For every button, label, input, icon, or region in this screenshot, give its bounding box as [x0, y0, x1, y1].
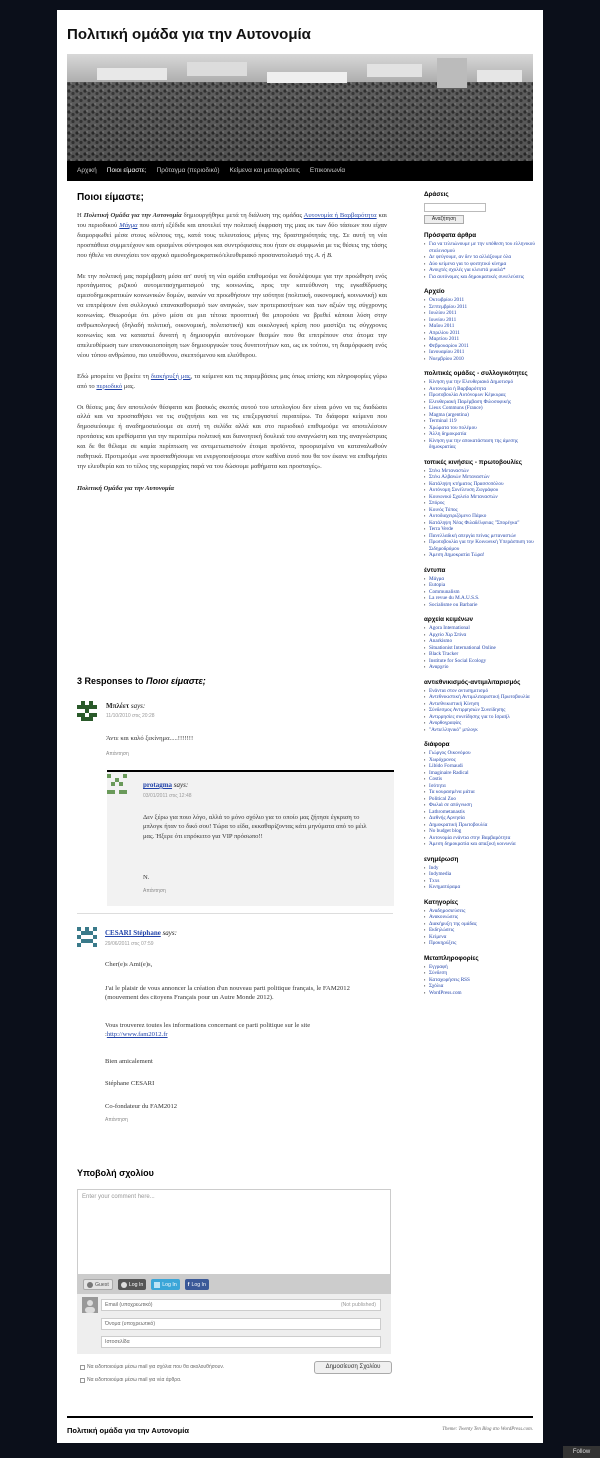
text-fragment: Α. ή Β.: [314, 251, 333, 259]
sidebar-link[interactable]: ▪ Terra Verde: [424, 526, 536, 533]
sidebar-link[interactable]: ▪ Ανοιχτές σχολές για κλειστά μυαλά*: [424, 267, 536, 274]
anti-list: [424, 688, 536, 734]
comment-date[interactable]: 03/01/2011 στις 12:48: [143, 793, 192, 799]
default-avatar-icon: [82, 1297, 98, 1313]
notify-comments-label: Να ειδοποιούμαι μέσω mail για σχόλια που θα ακολουθήσουν.: [87, 1364, 225, 1370]
sidebar-link[interactable]: ▪ Αυτονομία ή Βαρβαρότητα: [424, 386, 536, 393]
sidebar-link[interactable]: ▪ Τα κουρασμένα μάτια: [424, 789, 536, 796]
notify-posts-label: Να ειδοποιούμαι μέσω mail για νέα άρθρα.: [87, 1377, 182, 1383]
sidebar-link[interactable]: ▪ Ελευθεριακή Παρέμβαση Φιλοσοφικής: [424, 399, 536, 406]
submit-comment-button[interactable]: Δημοσίευση Σχολίου: [314, 1361, 392, 1374]
sidebar-link[interactable]: ▪ Κοινωνικό Σχολείο Μεταναστών: [424, 494, 536, 501]
sidebar-link[interactable]: ▪ Αντεθνικιστική Αντιμιλιταριστική Πρωτοβουλία: [424, 694, 536, 701]
sidebar-link[interactable]: ▪ Απριλίου 2011: [424, 330, 536, 337]
sidebar-link[interactable]: ▪ Φωλιά σε απόγνωση: [424, 802, 536, 809]
sidebar-link[interactable]: ▪ Ανακοινώσεις: [424, 914, 536, 921]
search-form: [424, 203, 536, 224]
search-button[interactable]: Αναζήτηση: [424, 215, 464, 224]
widget-title-groups: πολιτικές ομάδες - συλλογικότητες: [424, 370, 528, 377]
sidebar-link[interactable]: ▪ Agora International: [424, 625, 536, 632]
post-paragraph-3: [77, 372, 387, 392]
sidebar-link[interactable]: ▪ Indymedia: [424, 871, 536, 878]
fam2012-link[interactable]: http://www.fam2012.fr: [106, 1031, 168, 1039]
nav-item-protagma[interactable]: Πρόταγμα (περιοδικό): [156, 167, 220, 174]
sidebar-link[interactable]: ▪ Δε φεύγουμε, αν δεν τα αλλάξουμε όλα: [424, 254, 536, 261]
widget-title-news: ενημέρωση: [424, 855, 459, 863]
sidebar-link[interactable]: ▪ Άμεση δημοκρατία και απαξική κοινωνία: [424, 841, 536, 848]
sidebar-link[interactable]: ▪ Ιουλίου 2011: [424, 310, 536, 317]
email-field[interactable]: [101, 1299, 381, 1311]
reply-link[interactable]: Απάντηση: [105, 1117, 128, 1123]
sidebar-link[interactable]: ▪ Lathrometanastis: [424, 809, 536, 816]
sidebar-link[interactable]: ▪ Οκτωβρίου 2011: [424, 297, 536, 304]
sidebar-link[interactable]: ▪ La revue du M.A.U.S.S.: [424, 595, 536, 602]
notify-posts-checkbox[interactable]: [80, 1378, 85, 1383]
sidebar-link[interactable]: ▪ Μαρτίου 2011: [424, 336, 536, 343]
recent-posts-list: [424, 241, 536, 280]
login-label: Log In: [128, 1281, 144, 1288]
reply-link[interactable]: Απάντηση: [143, 888, 166, 894]
sidebar-link[interactable]: ▪ WordPress.com: [424, 990, 536, 997]
author-link[interactable]: protagma: [143, 781, 173, 789]
post-signature: Πολιτική Ομάδα για την Αυτονομία: [77, 484, 175, 492]
login-label: Log In: [191, 1281, 206, 1288]
comment-date[interactable]: 11/10/2010 στις 20:28: [106, 713, 155, 719]
text-fragment: μας.: [122, 382, 136, 390]
text-fragment: Vous trouverez toutes les informations concernant ce parti politique sur le site :: [105, 1022, 311, 1039]
sidebar-link[interactable]: ▪ Γιώργος Οικονόμου: [424, 750, 536, 757]
sidebar-link[interactable]: ▪ Ιουνίου 2011: [424, 317, 536, 324]
misc-list: [424, 750, 536, 848]
sidebar-link[interactable]: ▪ Σχόλια: [424, 983, 536, 990]
sidebar-link[interactable]: ▪ Αυτόνομη Συνέλευση Ζωγράφου: [424, 487, 536, 494]
comment-greeting: Cher(e)s Ami(e)s,: [105, 961, 153, 968]
sidebar-link[interactable]: ▪ Φεβρουαρίου 2011: [424, 343, 536, 350]
guest-button[interactable]: [83, 1279, 113, 1290]
post-paragraph-1: [77, 211, 387, 261]
widget-title-archive: Αρχείο: [424, 288, 445, 295]
main-navigation: [67, 161, 533, 181]
search-input[interactable]: [424, 203, 486, 212]
group-name: Πολιτική Ομάδα για την Αυτονομία: [83, 212, 182, 219]
author-link[interactable]: CESARI Stéphane: [105, 929, 161, 937]
comment-author: [105, 929, 177, 937]
sidebar-link[interactable]: ▪ Διεθνής Αρνησία: [424, 815, 536, 822]
sidebar-link[interactable]: ▪ Χωρόχρονος: [424, 757, 536, 764]
responses-title: [77, 676, 206, 686]
site-footer: [67, 1416, 533, 1442]
sidebar-link[interactable]: ▪ Καταχωρήσεις RSS: [424, 977, 536, 984]
notify-comments-checkbox[interactable]: [80, 1365, 85, 1370]
sidebar-link[interactable]: ▪ Διακήρυξη της ομάδας: [424, 921, 536, 928]
twitter-icon: [154, 1282, 160, 1288]
notify-posts-option[interactable]: [80, 1377, 181, 1383]
sidebar-link[interactable]: ▪ Εγγραφή: [424, 964, 536, 971]
wordpress-logo-icon: [121, 1282, 127, 1288]
identicon-avatar-icon: [77, 701, 97, 721]
author-name: Μπλέετ: [106, 702, 130, 710]
comment-date[interactable]: 29/06/2011 στις 07:59: [105, 941, 154, 947]
sidebar-link[interactable]: ▪ Ισότητα: [424, 783, 536, 790]
sidebar-link[interactable]: ▪ Αναρχείο: [424, 664, 536, 671]
sidebar-link[interactable]: ▪ Στέκι Αλβανών Μεταναστών: [424, 474, 536, 481]
text-fragment: Η: [77, 212, 84, 219]
texts-list: [424, 625, 536, 671]
sidebar-link[interactable]: ▪ Αυτονομία ενάντια στην Βαρβαρότητα: [424, 835, 536, 842]
facebook-login-button[interactable]: [185, 1279, 209, 1290]
guest-label: Guest: [95, 1281, 109, 1288]
says-label: says:: [129, 702, 146, 710]
sidebar-link[interactable]: ▪ Anarkismo: [424, 638, 536, 645]
sidebar-link[interactable]: ▪ Αρχείο Χιρ Σπίνα: [424, 632, 536, 639]
local-list: [424, 468, 536, 559]
sidebar-link[interactable]: ▪ Αντιεθνικιστική Κίνηση: [424, 701, 536, 708]
twitter-login-button[interactable]: [151, 1279, 179, 1290]
sidebar-link[interactable]: ▪ Στέκι Μεταναστών: [424, 468, 536, 475]
comment-text: Δεν ξέρω για ποιο λόγο, αλλά το μόνο σχόλιο για το οποίο μας ζήτησε έγκριση το μπλογκ ήταν το δικό σου! Τώρα το είδα, εκκαθαρίζοντας κάτι μηνύματα από το μέιλ μας. Ήξερε ότι επρόκειτο για VIP πρόσωπο!!: [143, 814, 367, 840]
sidebar-link[interactable]: ▪ Indy: [424, 865, 536, 872]
text-fragment: και του περιοδικού: [77, 212, 387, 229]
sidebar-link[interactable]: ▪ Εκδηλώσεις: [424, 927, 536, 934]
sidebar-link[interactable]: ▪ Institute for Social Ecology: [424, 658, 536, 665]
nav-item-home[interactable]: Αρχική: [77, 167, 97, 174]
sidebar-link[interactable]: ▪ Magma (argentina): [424, 412, 536, 419]
comment-author: [106, 702, 145, 710]
sidebar-link[interactable]: ▪ Communalism: [424, 589, 536, 596]
meta-list: [424, 964, 536, 997]
post-body: [77, 211, 387, 492]
not-published-note: (Not published): [340, 1302, 376, 1308]
responses-post-title: Ποιοι είμαστε;: [146, 676, 206, 686]
footer-site-title[interactable]: Πολιτική ομάδα για την Αυτονομία: [67, 1426, 189, 1435]
comment-text-5: Co-fondateur du FAM2012: [105, 1103, 178, 1110]
sidebar-link[interactable]: ▪ Δημοκρατική Πρωτοβουλία: [424, 822, 536, 829]
link-declaration[interactable]: διακήρυξή μας: [150, 372, 191, 380]
comment-1: [77, 701, 393, 763]
sidebar-link[interactable]: ▪ Txxs: [424, 878, 536, 885]
sidebar-link[interactable]: ▪ Black Tracker: [424, 651, 536, 658]
comment-sign: Ν.: [143, 874, 150, 881]
reply-link[interactable]: Απάντηση: [106, 751, 129, 757]
sidebar-link[interactable]: ▪ Κίνηση για την αποκατάσταση της άμεσης δημοκρατίας: [424, 438, 536, 451]
widget-title-print: έντυπα: [424, 566, 446, 574]
sidebar-link[interactable]: ▪ Κατάληψη Νέας Φιλαδέλφειας "Σπορέγκα": [424, 520, 536, 527]
follow-button[interactable]: Follow: [563, 1446, 600, 1458]
says-label: says:: [160, 929, 177, 937]
archive-list: [424, 297, 536, 362]
sidebar-link[interactable]: ▪ Σύνδεση: [424, 970, 536, 977]
sidebar-link[interactable]: ▪ No budget blog: [424, 828, 536, 835]
sidebar-link[interactable]: ▪ Eutopia: [424, 582, 536, 589]
comment-author: [143, 781, 188, 789]
login-bar: [77, 1275, 391, 1294]
sidebar-link[interactable]: ▪ Ιανουαρίου 2011: [424, 349, 536, 356]
sidebar-link[interactable]: ▪ Κείμενα: [424, 934, 536, 941]
sidebar-link[interactable]: ▪ Πρωτοβουλία για την Κοινωνική Υπεράσπιση του Σιδηροδρόμου: [424, 539, 536, 552]
comment-3: [77, 927, 393, 1127]
text-fragment: δημιουργήθηκε μετά τη διάλυση της ομάδας: [181, 212, 304, 219]
comment-text-4: Stéphane CESARI: [105, 1080, 155, 1087]
sidebar-link[interactable]: ▪ Μαΐου 2011: [424, 323, 536, 330]
sidebar-link[interactable]: ▪ Σεπτεμβρίου 2011: [424, 304, 536, 311]
reply-form-title: Υποβολή σχολίου: [77, 1168, 154, 1178]
widget-title-actions: Δράσεις: [424, 191, 449, 198]
groups-list: [424, 379, 536, 451]
link-autonomy-barbarity[interactable]: Αυτονομία ή Βαρβαρότητα: [303, 212, 377, 219]
sidebar: [424, 191, 536, 996]
text-fragment: Εδώ μπορείτε να βρείτε τη: [77, 372, 151, 380]
comment-text-3: Bien amicalement: [105, 1058, 153, 1065]
sidebar-link[interactable]: ▪ Δύο κείμενα για το φοιτητικό κίνημα: [424, 261, 536, 268]
sidebar-link[interactable]: ▪ Libido Fornaudi: [424, 763, 536, 770]
sidebar-link[interactable]: ▪ Χρώματα του πολέμου: [424, 425, 536, 432]
text-fragment: που αυτή εξέδιδε και αποτελεί την πολιτική έκφραση της μιας εκ των δύο τάσεων που είχαν διαμορφωθεί μέσα στους κόλπους της, κατά τους τελευταίους μήνες της δραστηριότητάς της. Σε αυτή τη νέα προσπάθεια συμμετέχουν και ορισμένοι σύντροφοι και συντρόφισσες που ήταν σε συμφωνία με τις θέσεις της τάσης που ήθελε να συνεχίσει τον αρχικό αμεσοδημοκρατικό/ελευθεριακό προσανατολισμό της: [77, 221, 387, 259]
responses-count: 3 Responses to: [77, 676, 147, 686]
post-title: Ποιοι είμαστε;: [77, 192, 144, 203]
text-fragment: , τα κείμενα και τις παρεμβάσεις μας όπως επίσης και πληροφορίες γύρω από το: [77, 372, 387, 390]
comment-text-1: J'ai le plaisir de vous annoncer la création d'un nouveau parti politique français, le FAM2012 (mouvement des citoyens Français pour un Autre Monde 2012).: [105, 985, 350, 1002]
sidebar-link[interactable]: ▪ Αναδημοσιεύσεις: [424, 908, 536, 915]
comment-text-2: [105, 1021, 367, 1040]
identicon-avatar-icon: [77, 927, 97, 947]
sidebar-link[interactable]: ▪ Πανελλαδική απεργία πείνας μεταναστών: [424, 533, 536, 540]
widget-title-misc: διάφορα: [424, 741, 450, 748]
link-magma[interactable]: Μάγμα: [119, 221, 138, 229]
email-placeholder: Email (υποχρεωτικό): [105, 1302, 153, 1308]
widget-title-meta: Μεταπληροφορίες: [424, 954, 479, 962]
widget-title-recent: Πρόσφατα άρθρα: [424, 232, 477, 239]
nav-item-texts[interactable]: Κείμενα και μεταφράσεις: [229, 167, 300, 174]
categories-list: [424, 908, 536, 947]
identicon-avatar-icon: [107, 774, 127, 794]
sidebar-link[interactable]: ▪ Situationist International Online: [424, 645, 536, 652]
sidebar-link[interactable]: ▪ Νοεμβρίου 2010: [424, 356, 536, 363]
sidebar-link[interactable]: ▪ Σύνδεσμος Αντιρρησιών Συνείδησης: [424, 707, 536, 714]
post-content: [77, 192, 387, 492]
sidebar-link[interactable]: ▪ Για αυτόνομες και δημοκρατικές συνελεύσεις: [424, 274, 536, 281]
facebook-icon: f: [187, 1281, 190, 1288]
nav-item-about[interactable]: Ποιοι είμαστε;: [106, 167, 147, 174]
footer-credit[interactable]: Theme: Twenty Ten Blog στο WordPress.com.: [442, 1427, 533, 1432]
login-label: Log In: [162, 1281, 177, 1288]
protest-crowd-photo: [67, 54, 533, 161]
news-list: [424, 865, 536, 891]
comment-text: Άντε και καλό ξεκίνημα.....!!!!!!!: [106, 735, 194, 742]
sidebar-link[interactable]: ▪ "Αντιελληνικό" μπλογκ: [424, 727, 536, 734]
name-field[interactable]: Όνομα (υποχρεωτικό): [101, 1318, 381, 1330]
sidebar-link[interactable]: ▪ Αυτοδιαχειριζόμενο Πάρκο: [424, 513, 536, 520]
comment-divider: [77, 913, 393, 914]
sidebar-link[interactable]: ▪ Πρωτοβουλία Αυτόνομων Κέρκυρας: [424, 392, 536, 399]
sidebar-link[interactable]: ▪ Προκηρύξεις: [424, 940, 536, 947]
sidebar-link[interactable]: ▪ Ανορθογραφίες: [424, 720, 536, 727]
sidebar-link[interactable]: ▪ Αντιρρησίες συνείδησης για το Ισραήλ: [424, 714, 536, 721]
sidebar-link[interactable]: ▪ Κινηματόραμα: [424, 884, 536, 891]
post-paragraph-4: Οι θέσεις μας δεν αποτελούν θέσφατα και βασικός σκοπός αυτού του ιστολογίου δεν είναι μόνο να τις διαδώσει αλλά και να προσπαθήσει να τις συζητήσει και να τις επεξεργαστεί περαιτέρω. Τα διάφορα κείμενα που δημοσιεύουμε ή αναδημοσιεύουμε σε αυτή τη σελίδα αλλά και στο περιοδικό επιθυμούμε να αποτελέσουν προτάσεις και ερεθίσματα για την περαιτέρω πολιτική και διανοητική δουλειά του αναγνώστη και της αναγνώστριας και δε θα θέλαμε σε καμία περίπτωση να αντιμετωπιστούν έτοιμα προϊόντα, προορισμένα να καταναλωθούν παθητικά. Προτιμούμε «να προσπαθήσουμε να ενεργοποιήσουμε στον καθένα αυτό που θα τον έκανε να επιθυμήσει την ελευθερία και το τέλος της κυριαρχίας παρά να του δώσουμε μαθήματα και προσταγές».: [77, 403, 387, 470]
widget-title-anti: αντιεθνικισμός-αντιμιλιταρισμός: [424, 678, 521, 686]
sidebar-link[interactable]: ▪ Ενάντια στον αντισημιτισμό: [424, 688, 536, 695]
sidebar-link[interactable]: ▪ Terminal 119: [424, 418, 536, 425]
sidebar-link[interactable]: ▪ Μάγμα: [424, 576, 536, 583]
sidebar-link[interactable]: ▪ Σπόρος: [424, 500, 536, 507]
wordpress-icon: [87, 1282, 93, 1288]
widget-title-categories: Κατηγορίες: [424, 898, 459, 906]
sidebar-link[interactable]: ▪ Για να τελειώνουμε με την υπόθεση του ελληνικού σταλινισμού: [424, 241, 536, 254]
sidebar-link[interactable]: ▪ Lieux Communs (France): [424, 405, 536, 412]
sidebar-link[interactable]: ▪ Άμεση Δημοκρατία Τώρα!: [424, 552, 536, 559]
site-title[interactable]: Πολιτική ομάδα για την Αυτονομία: [67, 26, 311, 43]
notify-comments-option[interactable]: [80, 1364, 224, 1370]
sidebar-link[interactable]: ▪ Imaginaire Radical: [424, 770, 536, 777]
sidebar-link[interactable]: ▪ Socialisme ou Barbarie: [424, 602, 536, 609]
sidebar-link[interactable]: ▪ Political Zoo: [424, 796, 536, 803]
sidebar-link[interactable]: ▪ Κατάληψη κτήματος Πρασσοπόλου: [424, 481, 536, 488]
nav-item-contact[interactable]: Επικοινωνία: [309, 167, 346, 174]
comment-fields: [77, 1294, 391, 1354]
sidebar-link[interactable]: ▪ Costis: [424, 776, 536, 783]
widget-title-local: τοπικές κινήσεις - πρωτοβουλίες: [424, 458, 522, 466]
widget-title-texts: αρχεία κειμένων: [424, 616, 474, 623]
wordpress-login-button[interactable]: [118, 1279, 146, 1290]
print-list: [424, 576, 536, 609]
comment-2-content: [107, 772, 394, 906]
post-paragraph-2: Με την πολιτική μας παρέμβαση μέσα απ' αυτή τη νέα ομάδα επιθυμούμε να δουλέψουμε για την προώθηση ενός προτάγματος ριζικού αυτομετασχηματισμού της κοινωνίας, προς την κατεύθυνση της εγκαθίδρυσης αμεσοδημοκρατικών κοινωνικών δομών, ικανών να προωθήσουν την ισότητα (πολιτική, οικονομική, κοινωνική) και να επιτρέψουν ένα συλλογικό επανακαθορισμό των αναγκών, των προτεραιοτήτων και των αξιών της σύγχρονης κοινωνίας. Θεωρούμε ότι μόνο μέσα σε μια τέτοια προοπτική θα μπορούσε να βρεθεί κάποια λύση στην ανθρωπολογική (δηλαδή πολιτική, οικονομική, πολιτιστική) και οικολογική κρίση που μαστίζει τις σύγχρονες κοινωνίες και να καταστεί δυνατή η δημιουργία αυτόνομων θεσμών που θα επιτρέπουν στα άτομα την απελευθέρωση των επανοικειοποίηση των δημιουργικών τους δυνατοτήτων και, ως εκ τούτου, τη διαμόρφωση ενός νέου τύπου ανθρώπου, πιο υπεύθυνου, σκεπτόμενου και ελεύθερου.: [77, 272, 387, 359]
sidebar-link[interactable]: ▪ Άλλη δημοκρατία: [424, 431, 536, 438]
sidebar-link[interactable]: ▪ Κίνηση για την Ελευθεριακό Δημοτισμό: [424, 379, 536, 386]
website-field[interactable]: Ιστοσελίδα: [101, 1336, 381, 1348]
link-periodical[interactable]: περιοδικό: [96, 382, 123, 390]
sidebar-link[interactable]: ▪ Κοινός Τόπος: [424, 507, 536, 514]
comment-textarea[interactable]: Enter your comment here...: [77, 1189, 391, 1275]
header-image: [67, 54, 533, 161]
says-label: says:: [172, 781, 189, 789]
